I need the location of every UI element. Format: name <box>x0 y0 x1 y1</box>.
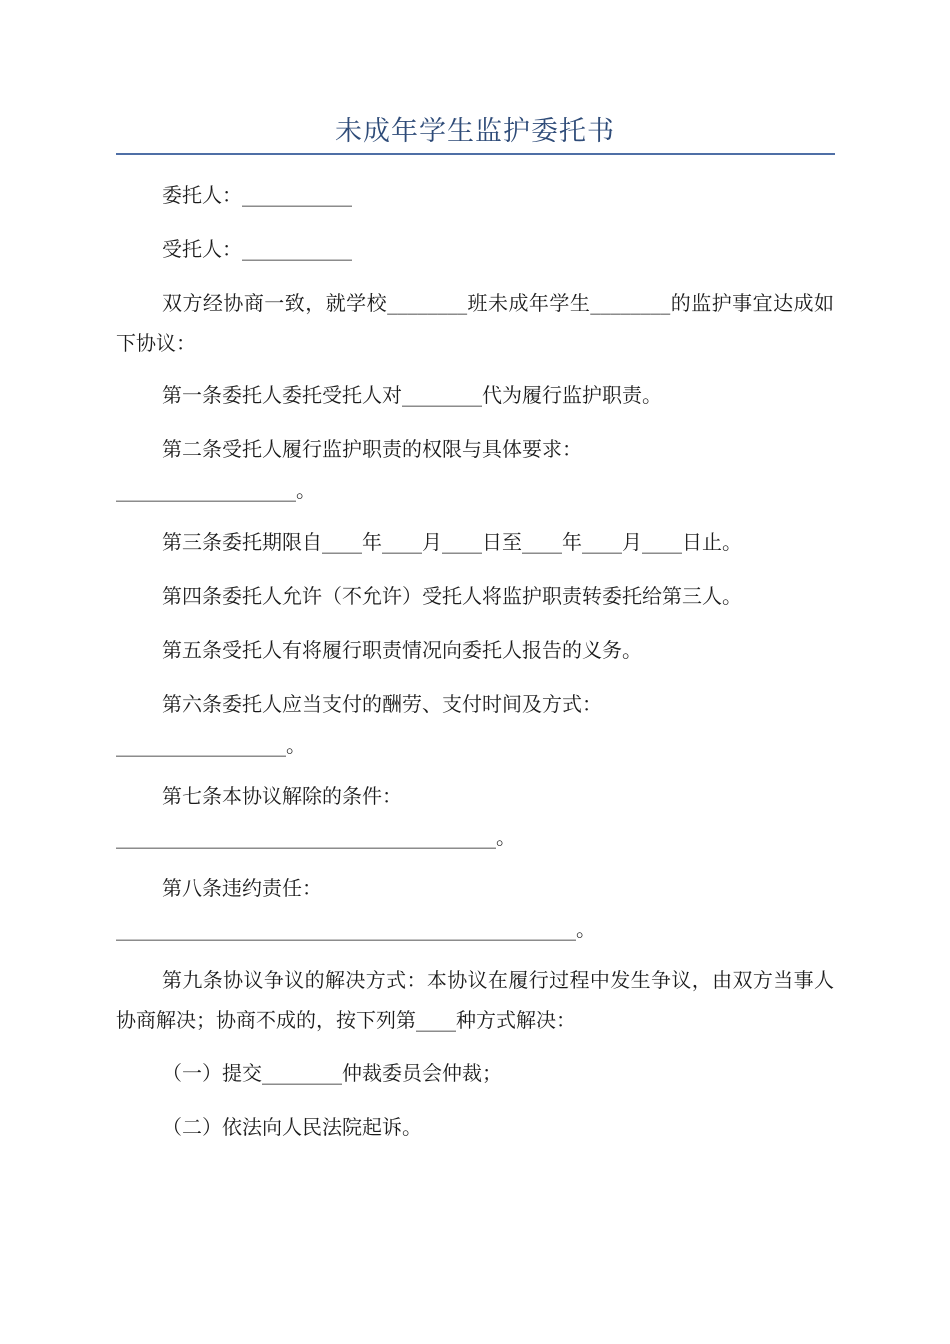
clause-option-1: （一）提交________仲裁委员会仲裁； <box>162 1061 502 1085</box>
clause-article-3: 第三条委托期限自____年____月____日至____年____月____日止。 <box>162 530 742 554</box>
clause-article-2: 第二条受托人履行监护职责的权限与具体要求： <box>162 437 582 461</box>
clause-article-6: 第六条委托人应当支付的酬劳、支付时间及方式： <box>162 692 602 716</box>
clause-article-4: 第四条委托人允许（不允许）受托人将监护职责转委托给第三人。 <box>162 584 742 608</box>
clause-article-6-blank: _________________。 <box>116 733 306 757</box>
document-title: 未成年学生监护委托书 <box>335 116 615 147</box>
clause-article-7: 第七条本协议解除的条件： <box>162 784 402 808</box>
clause-article-8: 第八条违约责任： <box>162 876 322 900</box>
clause-preamble: 双方经协商一致，就学校________班未成年学生________的监护事宜达成如下协议： <box>116 291 834 355</box>
clause-option-2: （二）依法向人民法院起诉。 <box>162 1115 422 1139</box>
clause-article-2-blank: __________________。 <box>116 478 316 502</box>
clause-principal: 委托人：___________ <box>162 183 352 207</box>
clause-article-8-blank: ______________________________________________。 <box>116 917 596 941</box>
clause-article-5: 第五条受托人有将履行职责情况向委托人报告的义务。 <box>162 638 642 662</box>
clause-article-1: 第一条委托人委托受托人对________代为履行监护职责。 <box>162 383 662 407</box>
clause-article-9: 第九条协议争议的解决方式：本协议在履行过程中发生争议，由双方当事人协商解决；协商不成的，按下列第____种方式解决： <box>116 968 834 1032</box>
clause-article-7-blank: ______________________________________。 <box>116 825 516 849</box>
title-underline <box>116 153 835 155</box>
clause-trustee: 受托人：___________ <box>162 237 352 261</box>
